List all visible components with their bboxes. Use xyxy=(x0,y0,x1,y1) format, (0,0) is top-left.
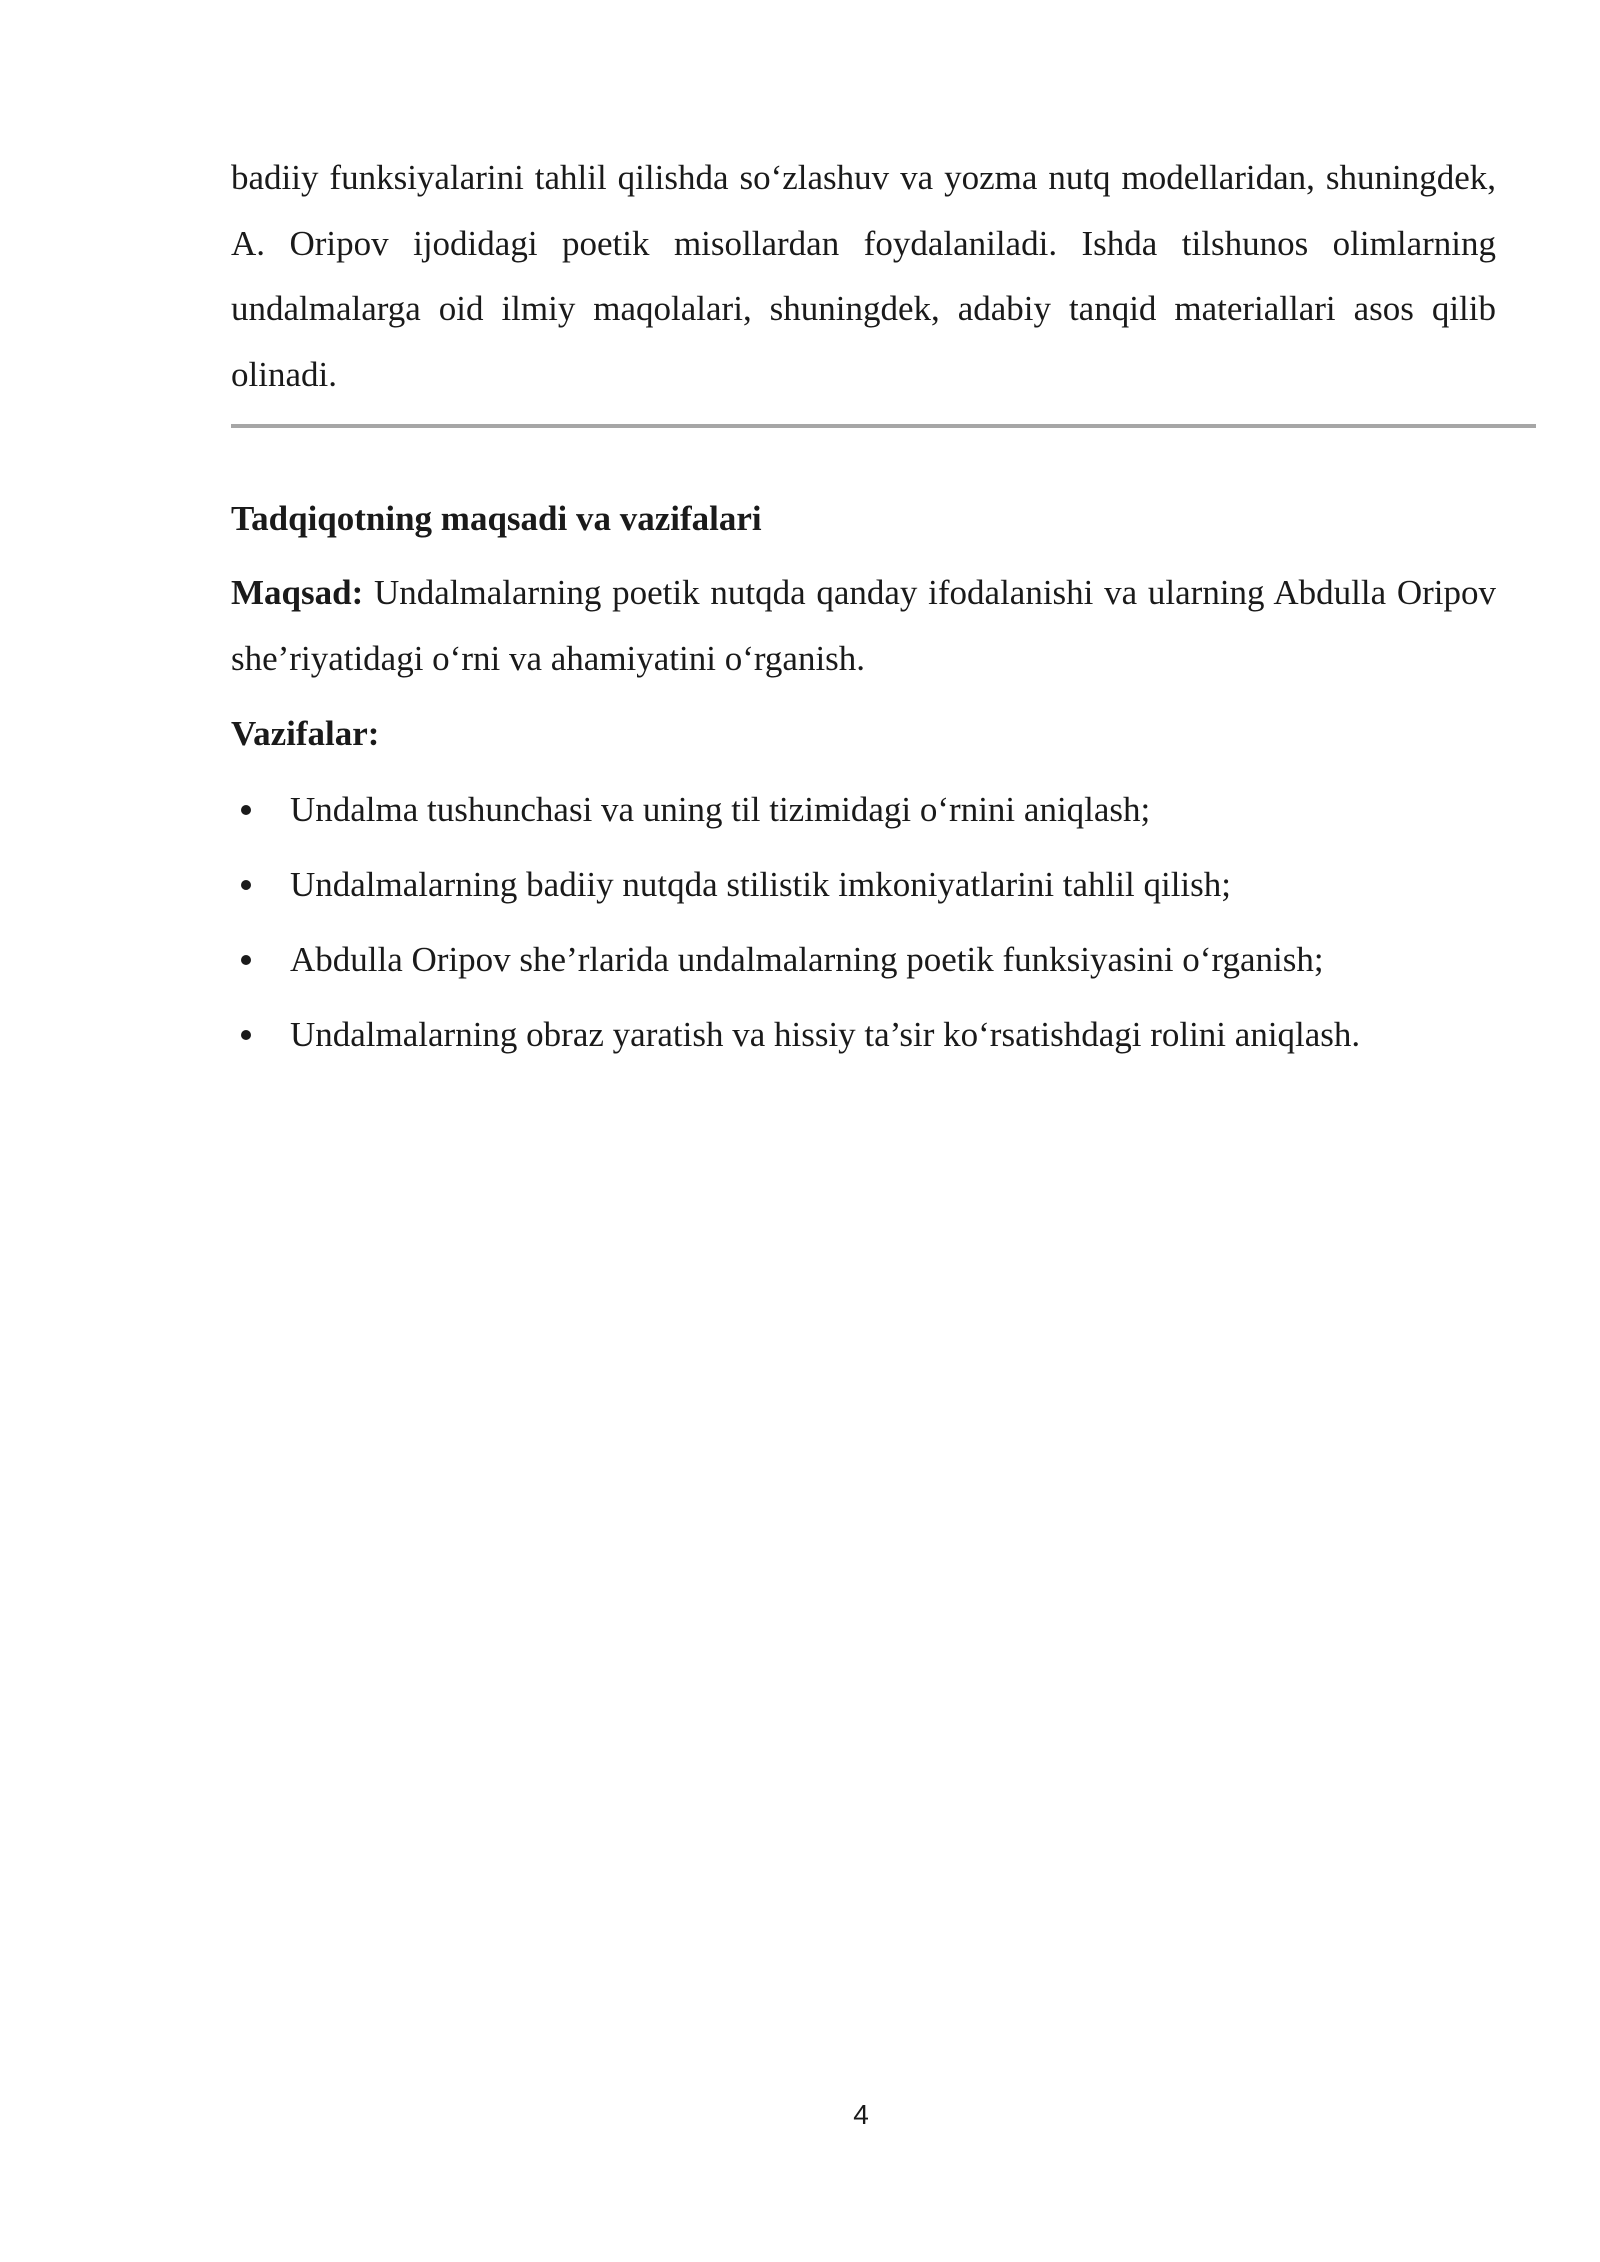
bullet-icon xyxy=(241,1030,251,1040)
bullet-icon xyxy=(241,880,251,890)
task-text: Undalmalarning obraz yaratish va hissiy ta’sir ko‘rsatishdagi rolini aniqlash. xyxy=(290,1015,1361,1054)
tasks-label: Vazifalar: xyxy=(231,714,380,753)
intro-block xyxy=(231,145,1496,407)
bullet-icon xyxy=(241,955,251,965)
intro-paragraph: badiiy funksiyalarini tahlil qilishda so‘zlashuv va yozma nutq modellaridan, shuningdek, A. Oripov ijodidagi poetik misollardan foydalaniladi. Ishda tilshunos olimlarning undalmalarga oid ilmiy maqolalari, shuningdek, adabiy tanqid materiallari asos qilib olinadi. xyxy=(231,158,1496,394)
goal-paragraph xyxy=(231,560,1496,691)
list-item xyxy=(231,927,1496,992)
task-text: Abdulla Oripov she’rlarida undalmalarning poetik funksiyasini o‘rganish; xyxy=(290,940,1324,979)
goal-label: Maqsad: xyxy=(231,573,364,612)
horizontal-divider xyxy=(231,424,1536,428)
goals-section xyxy=(231,486,1496,1077)
page-number: 4 xyxy=(853,2099,869,2130)
list-item xyxy=(231,1002,1496,1067)
list-item xyxy=(231,777,1496,842)
section-heading: Tadqiqotning maqsadi va vazifalari xyxy=(231,499,762,538)
task-text: Undalma tushunchasi va uning til tizimidagi o‘rnini aniqlash; xyxy=(290,790,1151,829)
tasks-list xyxy=(231,777,1496,1067)
task-text: Undalmalarning badiiy nutqda stilistik imkoniyatlarini tahlil qilish; xyxy=(290,865,1232,904)
list-item xyxy=(231,852,1496,917)
goal-text: Undalmalarning poetik nutqda qanday ifodalanishi va ularning Abdulla Oripov she’riyatidagi o‘rni va ahamiyatini o‘rganish. xyxy=(231,573,1496,678)
bullet-icon xyxy=(241,805,251,815)
